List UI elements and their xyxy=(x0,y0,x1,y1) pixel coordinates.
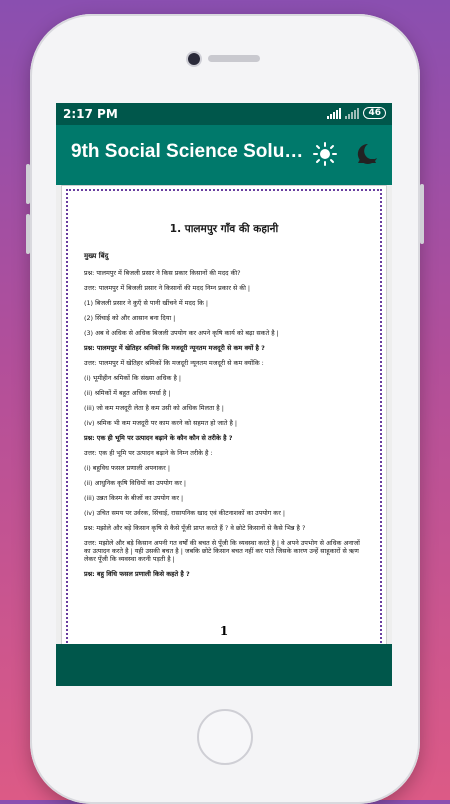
document-line: (2) सिंचाई को और आसान बना दिया | xyxy=(84,314,176,322)
volume-down-button xyxy=(26,214,30,254)
document-line: उत्तर: पालमपुर में बिजली प्रसार ने किसानों की मदद निम्न प्रकार से की | xyxy=(84,284,251,292)
document-line: (ii) श्रमिकों में बहुत अधिक स्पर्धा है | xyxy=(84,389,171,397)
volume-up-button xyxy=(26,164,30,204)
document-line: (i) भूमीहीन श्रमिकों कि संख्या अधिक है | xyxy=(84,374,182,382)
earpiece-speaker xyxy=(208,55,260,62)
signal-icon xyxy=(327,108,341,119)
document-line: उत्तर: मझोले और बड़े किसान अपनी गत वर्षों की बचत से पूँजी कि व्यवस्था करते है | वे अपने उपभोग से अधिक अनाजों का उत्पादन करते है | यही उसकी बचत है | जबकि छोटे किसान बचत नहीं कर पाते जिसके कारण उन्हें साहूकारों से ऋण लेकर पूँजी कि व्यवस्था करनी पड़ती है | xyxy=(84,539,360,563)
document-line: (iii) जो कम मजदूरी लेता है कम उसी को अधिक मिलता है | xyxy=(84,404,224,412)
document-line: (1) बिजली प्रसार ने कुएँ से पानी खींचने में मदद कि | xyxy=(84,299,209,307)
document-line: (iii) उन्नत किस्म के बीजों का उपयोग कर | xyxy=(84,494,184,502)
home-button[interactable] xyxy=(197,709,253,765)
document-line: प्रश्न: पालमपुर में बिजली प्रसार ने किस प्रकार किसानों की मदद की? xyxy=(84,269,241,277)
document-line: (3) अब वे अधिक से अधिक बिजली उपयोग कर अपने कृषि कार्य को बढ़ा सकते है | xyxy=(84,329,279,337)
document-line: प्रश्न: एक ही भूमि पर उत्पादन बढ़ाने के कौन कौन से तरीके है ? xyxy=(84,434,233,442)
power-button xyxy=(420,184,424,244)
document-line: उत्तर: एक ही भूमि पर उत्पादन बढ़ाने के निम्न तरीके है : xyxy=(84,449,213,457)
status-bar xyxy=(56,103,392,125)
sun-icon[interactable] xyxy=(312,141,338,167)
phone-screen xyxy=(56,103,392,686)
battery-icon: 46 xyxy=(363,107,386,119)
section-heading: मुख्य बिंदु xyxy=(84,252,109,260)
document-line: (iv) उचित समय पर उर्वरक, सिंचाई, रासायनिक खाद एवं कीटनाशकों का उपयोग कर | xyxy=(84,509,286,517)
night-mode-icon[interactable] xyxy=(354,141,380,167)
document-line: प्रश्न: पालमपुर में खेतिहर श्रमिकों कि मजदूरी न्यूनतम मजदूरी से कम क्यों है ? xyxy=(84,344,265,352)
document-page xyxy=(61,185,387,651)
chapter-title: 1. पालमपुर गाँव की कहानी xyxy=(169,223,279,235)
app-title: 9th Social Science Solu… xyxy=(71,141,304,162)
page-content xyxy=(84,212,364,585)
document-lines xyxy=(84,269,364,578)
document-line: (i) बहुविध फसल प्रणाली अपनाकर | xyxy=(84,464,170,472)
page-number: 1 xyxy=(219,624,229,638)
bottom-bar xyxy=(56,644,392,686)
document-line: (iv) श्रमिक भी कम मजदूरी पर काम करने को सहमत हो जाते है | xyxy=(84,419,238,427)
status-icons xyxy=(327,107,386,119)
document-line: प्रश्न: बहु विधि फसल प्रणाली किसे कहते है ? xyxy=(84,570,190,578)
document-viewer[interactable] xyxy=(56,185,392,644)
app-bar xyxy=(56,125,392,185)
status-time: 2:17 PM xyxy=(63,107,118,121)
document-line: उत्तर: पालमपुर में खेतिहर श्रमिकों कि मजदूरी न्यूनतम मजदूरी से कम क्योंकि : xyxy=(84,359,264,367)
front-camera xyxy=(188,53,200,65)
document-line: प्रश्न: मझोले और बड़े किसान कृषि से कैसे पूँजी प्राप्त करते हैं ? वे छोटे किसानों से कैसे भिन्न है ? xyxy=(84,524,306,532)
signal-secondary-icon xyxy=(345,108,359,119)
document-line: (ii) आधुनिक कृषि विधियों का उपयोग कर | xyxy=(84,479,187,487)
